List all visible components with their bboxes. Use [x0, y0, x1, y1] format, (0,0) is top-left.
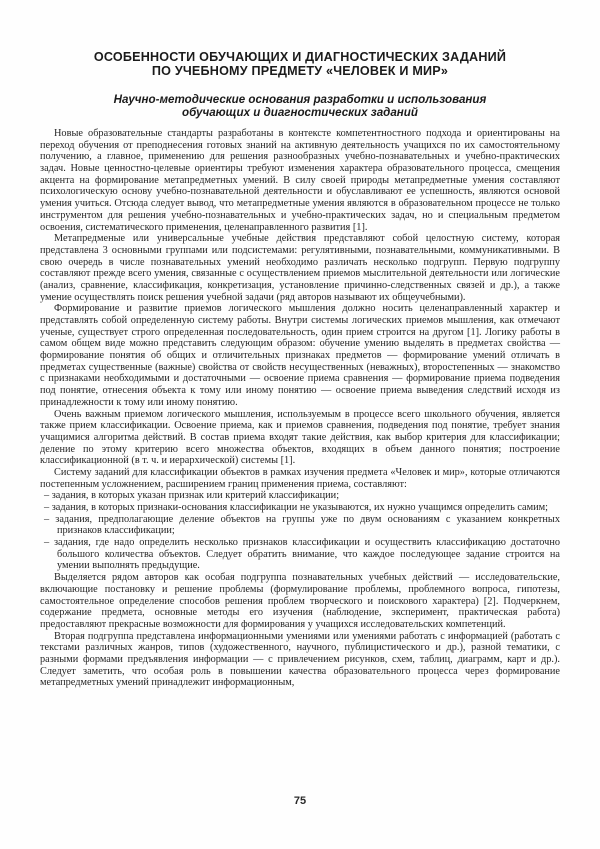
paragraph-information-skills: Вторая подгруппа представлена информационными умениями или умениями работать с информацией (работать с текстами различных жанров, типов (художественного, научного, публицистического и др.), разной тематики, с разными формами предъявления информации — с привлечением рисунков, схем, таблиц, диаграмм, карт и др.). Следует заметить, что особая роль в повышении качества образовательного процесса через формирование метапредметных умений принадлежит информационным, — [40, 630, 560, 689]
title-line-1: ОСОБЕННОСТИ ОБУЧАЮЩИХ И ДИАГНОСТИЧЕСКИХ ЗАДАНИЙ — [93, 50, 507, 64]
section-subtitle — [40, 93, 560, 119]
paragraph-task-system-intro: Систему заданий для классификации объектов в рамках изучения предмета «Человек и мир», которые отличаются постепенным усложнением, расширением границ применения приема, составляют: — [40, 466, 560, 490]
paragraph-universal-actions: Метапредменые или универсальные учебные действия представляют собой целостную систему, которая представлена 3 основными группами или подсистемами: регулятивными, познавательными, коммуникативными. В свою очередь в числе познавательных умений необходимо различать несколько подгрупп. Первую подгруппу составляют прежде всего умения, связанные с осуществлением приемов мыслительной деятельности или логические (анализ, сравнение, классификация, конкретизация, установление причинно-следственных связей и др.), а также умение осуществлять поиск решения учебной задачи (ряд авторов называют их общеучебными). — [40, 233, 560, 303]
list-item: – задания, в которых признаки-основания классификации не указываются, их нужно учащимся определить самим; — [44, 502, 549, 513]
body-text — [40, 128, 560, 689]
list-item: – задания, предполагающие деление объектов на группы уже по двум основаниям с указанием конкретных признаков классификации; — [44, 513, 560, 537]
list-item: – задания, в которых указан признак или критерий классификации; — [44, 490, 340, 502]
paragraph-logical-thinking: Формирование и развитие приемов логического мышления должно носить целенаправленный характер и представлять собой определенную систему работы. Внутри системы логических приемов мышления, как отмечают ученые, существует строго определенная последовательность, один прием строится на другом [1]. Логику работы в самом общем виде можно представить следующим образом: обучение умению выделять в предметах свойства — формирование понятия об общих и отличительных признаках предметов — формирование умений отличать в предметах существенные (важные) свойства от свойств несущественных (неважных), второстепенных — знакомство с признаками необходимыми и достаточными — освоение приема сравнения — формирование приема подведения под понятие, отнесения объекта к тому или иному понятию — освоение приема выведения следствий исходя из принадлежности к тому или иному понятию. — [40, 303, 560, 408]
subtitle-line-1: Научно-методические основания разработки и использования — [113, 93, 487, 106]
paragraph-research-skills: Выделяется рядом авторов как особая подгруппа познавательных учебных действий — исследовательские, включающие постановку и решение проблемы (формулирование проблемы, проблемного вопроса, гипотезы, самостоятельное определение способов решения проблем творческого и поискового характера) [2]. Подчеркнем, содержание предмета, основные методы его изучения (наблюдение, эксперимент, практическая работа) предоставляют прекрасные возможности для формирования у учащихся исследовательских компетенций. — [40, 572, 560, 630]
subtitle-line-2: обучающих и диагностических заданий — [182, 106, 418, 119]
paragraph-classification-method: Очень важным приемом логического мышления, используемым в процессе всего школьного обучения, является также прием классификации. Освоение приема, как и приемов сравнения, подведения под понятие, требует знания учащимися алгоритма действий. В состав приема входят такие действия, как выбор критерия для классификации; деление по этому критерию всего множества объектов, входящих в объем данного понятия; построение классификационной (в т. ч. и иерархической) системы [1]. — [40, 408, 560, 467]
page-title — [40, 50, 560, 78]
page-number: 75 — [293, 795, 307, 807]
list-item: – задания, где надо определить несколько признаков классификации и осуществить классификацию достаточно большого количества объектов. Следует обратить внимание, что каждое последующее задание строится на умении выполнять предыдущие. — [44, 537, 560, 572]
paragraph-new-standards: Новые образовательные стандарты разработаны в контексте компетентностного подхода и ориентированы на переход обучения от преподнесения готовых знаний на активную деятельность учащихся по их самостоятельному получению, а главное, применению для решения разнообразных учебно-познавательных и учебно-практических задач. Новые ценностно-целевые ориентиры требуют изменения характера образовательного процесса, смещения акцента на формирование метапредметных умений. В силу своей природы метапредметные умения составляют психологическую основу учебно-познавательной деятельности и обуславливают ее успешность, являются основой умения учиться. Отсюда следует вывод, что метапредметные умения являются в образовательном процессе не только инструментом для решения учебно-познавательных и учебно-практических задач, но и специальным предметом освоения, систематического применения, целенаправленного развития [1]. — [40, 128, 560, 233]
classification-task-list — [40, 490, 560, 572]
title-line-2: ПО УЧЕБНОМУ ПРЕДМЕТУ «ЧЕЛОВЕК И МИР» — [151, 64, 449, 78]
